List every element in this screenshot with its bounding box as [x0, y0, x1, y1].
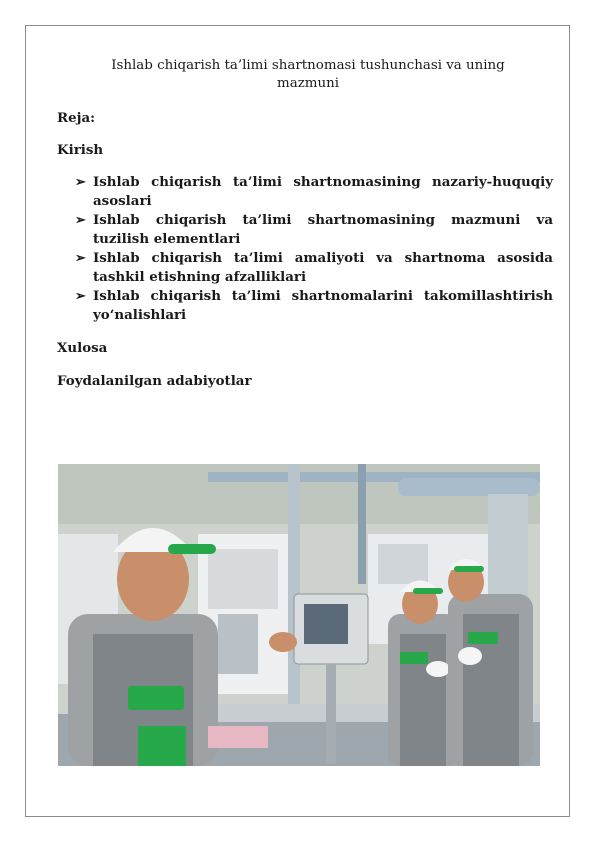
conclusion-label: Xulosa: [57, 340, 108, 356]
plan-item-text: Ishlab chiqarish ta’limi amaliyoti va shartnoma asosida tashkil etishning afzalliklari: [93, 250, 553, 285]
plan-item-text: Ishlab chiqarish ta’limi shartnomalarini takomillashtirish yo‘nalishlari: [93, 288, 553, 323]
plan-list: [75, 173, 553, 325]
document-title: Ishlab chiqarish ta’limi shartnomasi tushunchasi va uning mazmuni: [111, 58, 505, 91]
arrow-bullet-icon: ➢: [75, 289, 86, 304]
references-label: Foydalanilgan adabiyotlar: [57, 373, 252, 389]
plan-item: [75, 173, 553, 211]
arrow-bullet-icon: ➢: [75, 213, 86, 228]
factory-workers-photo: [58, 464, 540, 766]
arrow-bullet-icon: ➢: [75, 251, 86, 266]
intro-label: Kirish: [57, 142, 104, 158]
plan-item: [75, 249, 553, 287]
plan-item: [75, 287, 553, 325]
plan-item: [75, 211, 553, 249]
plan-item-text: Ishlab chiqarish ta’limi shartnomasining nazariy-huquqiy asoslari: [93, 174, 553, 209]
plan-item-text: Ishlab chiqarish ta’limi shartnomasining mazmuni va tuzilish elementlari: [93, 212, 553, 247]
factory-scene-illustration: [58, 464, 540, 766]
plan-label: Reja:: [57, 110, 96, 126]
arrow-bullet-icon: ➢: [75, 175, 86, 190]
